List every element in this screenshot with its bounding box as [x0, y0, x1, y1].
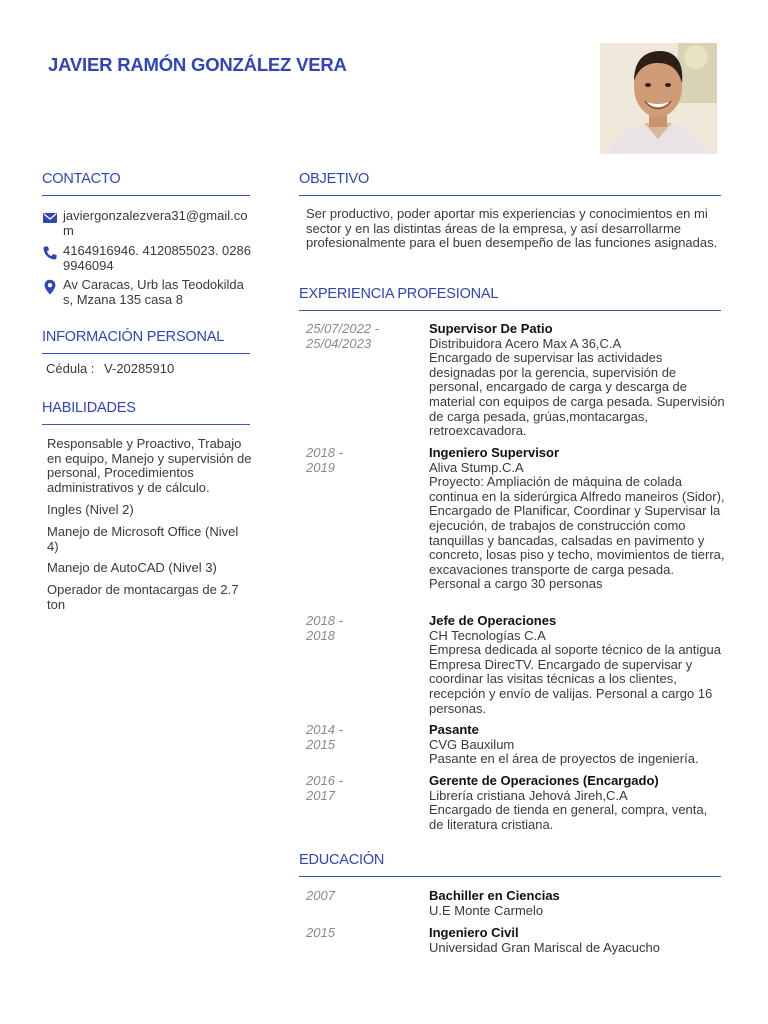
skill-item: Manejo de AutoCAD (Nivel 3) [47, 560, 217, 575]
experience-date: 2016 - 2017 [306, 773, 343, 803]
skill-item: Ingles (Nivel 2) [47, 502, 134, 517]
education-school: U.E Monte Carmelo [429, 902, 544, 918]
experience-company: Distribuidora Acero Max A 36,C.A [429, 335, 622, 351]
education-divider [299, 876, 721, 877]
email-icon [42, 210, 58, 226]
personal-info-section-title: INFORMACIÓN PERSONAL [42, 329, 225, 345]
objective-section-title: OBJETIVO [299, 171, 370, 187]
email-text[interactable]: javiergonzalezvera31@gmail.com [63, 208, 248, 238]
experience-company: Librería cristiana Jehová Jireh,C.A [429, 787, 628, 803]
experience-entry [429, 614, 725, 716]
experience-role: Jefe de Operaciones [429, 613, 557, 628]
experience-entry [429, 774, 725, 832]
experience-role: Pasante [429, 722, 479, 737]
experience-divider [299, 310, 721, 311]
skill-item: Manejo de Microsoft Office (Nivel 4) [47, 524, 239, 554]
skill-item: Operador de montacargas de 2.7 ton [47, 582, 239, 612]
experience-entry [429, 446, 725, 592]
experience-role: Ingeniero Supervisor [429, 445, 560, 460]
candidate-name: JAVIER RAMÓN GONZÁLEZ VERA [48, 54, 347, 75]
experience-date: 25/07/2022 - 25/04/2023 [306, 321, 380, 351]
experience-company: CH Tecnologías C.A [429, 627, 546, 643]
education-section-title: EDUCACIÓN [299, 852, 385, 868]
experience-entry [429, 322, 725, 439]
experience-description: Proyecto: Ampliación de máquina de colada continua en la siderúrgica Alfredo maneiros (Sidor), Encargado de Planificar, Coordinar y Supervisar la ejecución, de trabajos de construcción como tanquillas y bancadas, calsadas en pavimento y concreto, losas piso y techo, movimientos de tierra, excavaciones transporte de carga pesada. Personal a cargo 30 personas [429, 474, 725, 592]
experience-description: Encargado de supervisar las actividades designadas por la gerencia, supervisión de personal, encargado de carga y descarga de material con equipos de carga pesada. Supervisión de carga pesada, grúas,montacargas, retroexcavadora. [429, 350, 725, 439]
experience-date: 2018 - 2018 [306, 613, 343, 643]
skill-item: Responsable y Proactivo, Trabajo en equipo, Manejo y supervisión de personal, Procedimientos administrativos y de cálculo. [47, 436, 252, 495]
experience-date: 2014 - 2015 [306, 722, 343, 752]
experience-section-title: EXPERIENCIA PROFESIONAL [299, 286, 499, 302]
experience-entry [429, 723, 725, 767]
education-school: Universidad Gran Mariscal de Ayacucho [429, 939, 660, 955]
phone-text: 4164916946. 4120855023. 02869946094 [63, 243, 251, 273]
education-entry [429, 889, 725, 918]
objective-divider [299, 195, 721, 196]
address-text: Av Caracas, Urb las Teodokildas, Mzana 135 casa 8 [63, 277, 244, 307]
contact-section-title: CONTACTO [42, 171, 121, 187]
education-degree: Ingeniero Civil [429, 925, 519, 940]
experience-description: Pasante en el área de proyectos de ingeniería. [429, 751, 699, 767]
experience-date: 2018 - 2019 [306, 445, 343, 475]
id-row [46, 362, 246, 377]
id-label: Cédula : [46, 361, 95, 376]
experience-role: Gerente de Operaciones (Encargado) [429, 773, 659, 788]
skills-divider [42, 424, 250, 425]
personal-info-divider [42, 353, 250, 354]
experience-description: Empresa dedicada al soporte técnico de la antigua Empresa DirecTV. Encargado de supervisar y coordinar las visitas técnicas a los clientes, recepción y envío de valijas. Personal a cargo 16 personas. [429, 642, 721, 716]
location-pin-icon [42, 279, 58, 295]
education-entry [429, 926, 725, 955]
phone-icon [42, 245, 58, 261]
id-value: V-20285910 [104, 361, 175, 376]
contact-divider [42, 195, 250, 196]
skills-section-title: HABILIDADES [42, 400, 136, 416]
profile-photo [600, 43, 717, 154]
experience-description: Encargado de tienda en general, compra, venta, de literatura cristiana. [429, 802, 708, 832]
education-degree: Bachiller en Ciencias [429, 888, 560, 903]
experience-role: Supervisor De Patio [429, 321, 553, 336]
objective-text: Ser productivo, poder aportar mis experiencias y conocimientos en mi sector y en las distintas áreas de la empresa, y así desarrollarme profesionalmente para el buen desempeño de las funciones asignadas. [306, 206, 718, 251]
education-date: 2015 [306, 925, 335, 940]
experience-company: Aliva Stump.C.A [429, 459, 524, 475]
experience-company: CVG Bauxilum [429, 736, 515, 752]
education-date: 2007 [306, 888, 335, 903]
